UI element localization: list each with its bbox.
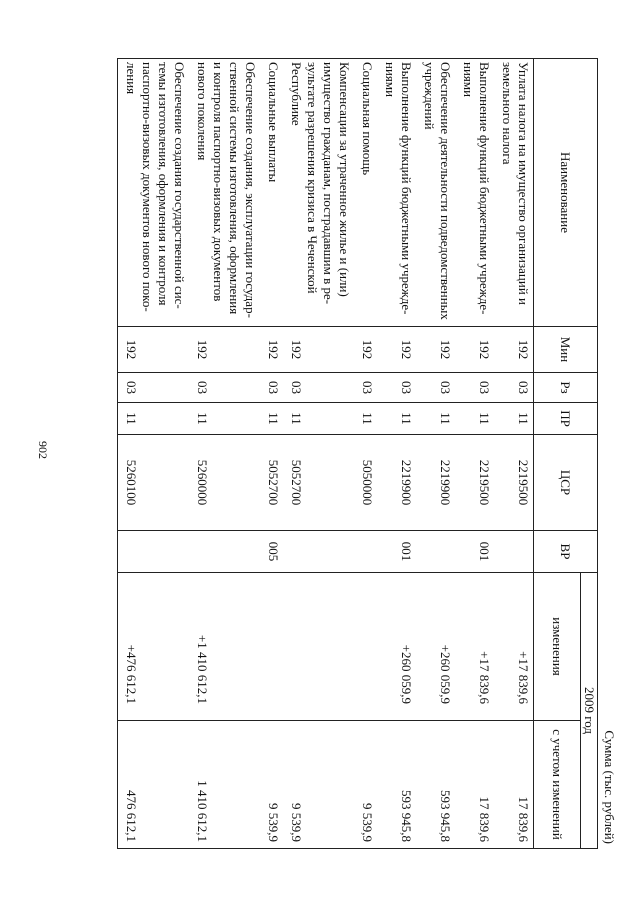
table-row: [416, 59, 455, 849]
row-pr: 11: [494, 403, 534, 435]
row-vr: 001: [455, 531, 494, 573]
header-name: Наименование: [534, 59, 598, 327]
row-total: 9 539,9: [283, 721, 354, 849]
row-name: Выполнение функций бюджетными учрежде-ниями: [377, 59, 416, 327]
row-rz: 03: [189, 373, 260, 403]
row-min: 192: [189, 327, 260, 373]
row-change: +17 839,6: [494, 573, 534, 721]
row-min: 192: [377, 327, 416, 373]
header-rz: Рз: [534, 373, 598, 403]
row-total: 17 839,6: [494, 721, 534, 849]
row-min: 192: [260, 327, 283, 373]
row-rz: 03: [118, 373, 190, 403]
row-vr: [416, 531, 455, 573]
row-rz: 03: [283, 373, 354, 403]
row-pr: 11: [377, 403, 416, 435]
header-pr: ПР: [534, 403, 598, 435]
row-change: +260 059,9: [377, 573, 416, 721]
row-name: Выполнение функций бюджетными учрежде-ниями: [455, 59, 494, 327]
row-csr: 5052700: [260, 435, 283, 531]
row-name: Обеспечение деятельности подведомственных учреждений: [416, 59, 455, 327]
row-pr: 11: [118, 403, 190, 435]
table-header: [534, 59, 598, 849]
row-rz: 03: [377, 373, 416, 403]
table-row: [189, 59, 260, 849]
row-pr: 11: [455, 403, 494, 435]
header-min: Мин: [534, 327, 598, 373]
rotated-table-page: [124, 58, 620, 848]
row-vr: [189, 531, 260, 573]
row-name: Компенсации за утраченное жилье и (или) имущество гражданам, пострадавшим в ре-зультате разрешения кризиса в Чеченской Республике: [283, 59, 354, 327]
row-name: Социальные выплаты: [260, 59, 283, 327]
row-change: +1 410 612,1: [189, 573, 260, 721]
row-change: [283, 573, 354, 721]
row-csr: 5050000: [354, 435, 377, 531]
row-total: 593 945,8: [377, 721, 416, 849]
page-number: 902: [36, 441, 50, 459]
row-vr: [118, 531, 190, 573]
header-csr: ЦСР: [534, 435, 598, 531]
header-year: 2009 год: [581, 573, 598, 849]
row-vr: 005: [260, 531, 283, 573]
row-change: [260, 573, 283, 721]
row-total: 9 539,9: [354, 721, 377, 849]
row-vr: 001: [377, 531, 416, 573]
row-vr: [283, 531, 354, 573]
row-min: 192: [118, 327, 190, 373]
row-vr: [354, 531, 377, 573]
row-change: [354, 573, 377, 721]
row-pr: 11: [189, 403, 260, 435]
table-body: [118, 59, 534, 849]
row-rz: 03: [494, 373, 534, 403]
row-name: Уплата налога на имущество организаций и земельного налога: [494, 59, 534, 327]
row-change: +476 612,1: [118, 573, 190, 721]
amount-caption: Сумма (тыс. рублей): [602, 730, 617, 844]
row-name: Социальная помощь: [354, 59, 377, 327]
table-row: [260, 59, 283, 849]
row-total: 1 410 612,1: [189, 721, 260, 849]
header-with-changes: с учетом изменений: [534, 721, 581, 849]
row-csr: 5052700: [283, 435, 354, 531]
header-vr: ВР: [534, 531, 598, 573]
table-row: [118, 59, 190, 849]
row-csr: 5260000: [189, 435, 260, 531]
row-name: Обеспечение создания, эксплуатации государ-ственной системы изготовления, оформления и контроля паспортно-визовых документов нового поколения: [189, 59, 260, 327]
header-changes: изменения: [534, 573, 581, 721]
row-vr: [494, 531, 534, 573]
row-min: 192: [455, 327, 494, 373]
row-total: 9 539,9: [260, 721, 283, 849]
row-min: 192: [416, 327, 455, 373]
row-total: 476 612,1: [118, 721, 190, 849]
table-row: [377, 59, 416, 849]
row-change: +260 059,9: [416, 573, 455, 721]
row-pr: 11: [260, 403, 283, 435]
row-csr: 2219500: [455, 435, 494, 531]
row-min: 192: [283, 327, 354, 373]
row-change: +17 839,6: [455, 573, 494, 721]
row-csr: 2219500: [494, 435, 534, 531]
row-pr: 11: [354, 403, 377, 435]
row-pr: 11: [416, 403, 455, 435]
row-rz: 03: [354, 373, 377, 403]
row-pr: 11: [283, 403, 354, 435]
row-rz: 03: [260, 373, 283, 403]
row-total: 593 945,8: [416, 721, 455, 849]
table-row: [494, 59, 534, 849]
row-name: Обеспечение создания государственной сис-темы изготовления, оформления и контроля паспортно-визовых документов нового поко-ления: [118, 59, 190, 327]
row-total: 17 839,6: [455, 721, 494, 849]
row-min: 192: [494, 327, 534, 373]
row-csr: 2219900: [377, 435, 416, 531]
row-rz: 03: [416, 373, 455, 403]
table-row: [455, 59, 494, 849]
row-rz: 03: [455, 373, 494, 403]
table-row: [283, 59, 354, 849]
budget-table: [117, 58, 598, 849]
table-row: [354, 59, 377, 849]
row-csr: 5260100: [118, 435, 190, 531]
row-csr: 2219900: [416, 435, 455, 531]
row-min: 192: [354, 327, 377, 373]
